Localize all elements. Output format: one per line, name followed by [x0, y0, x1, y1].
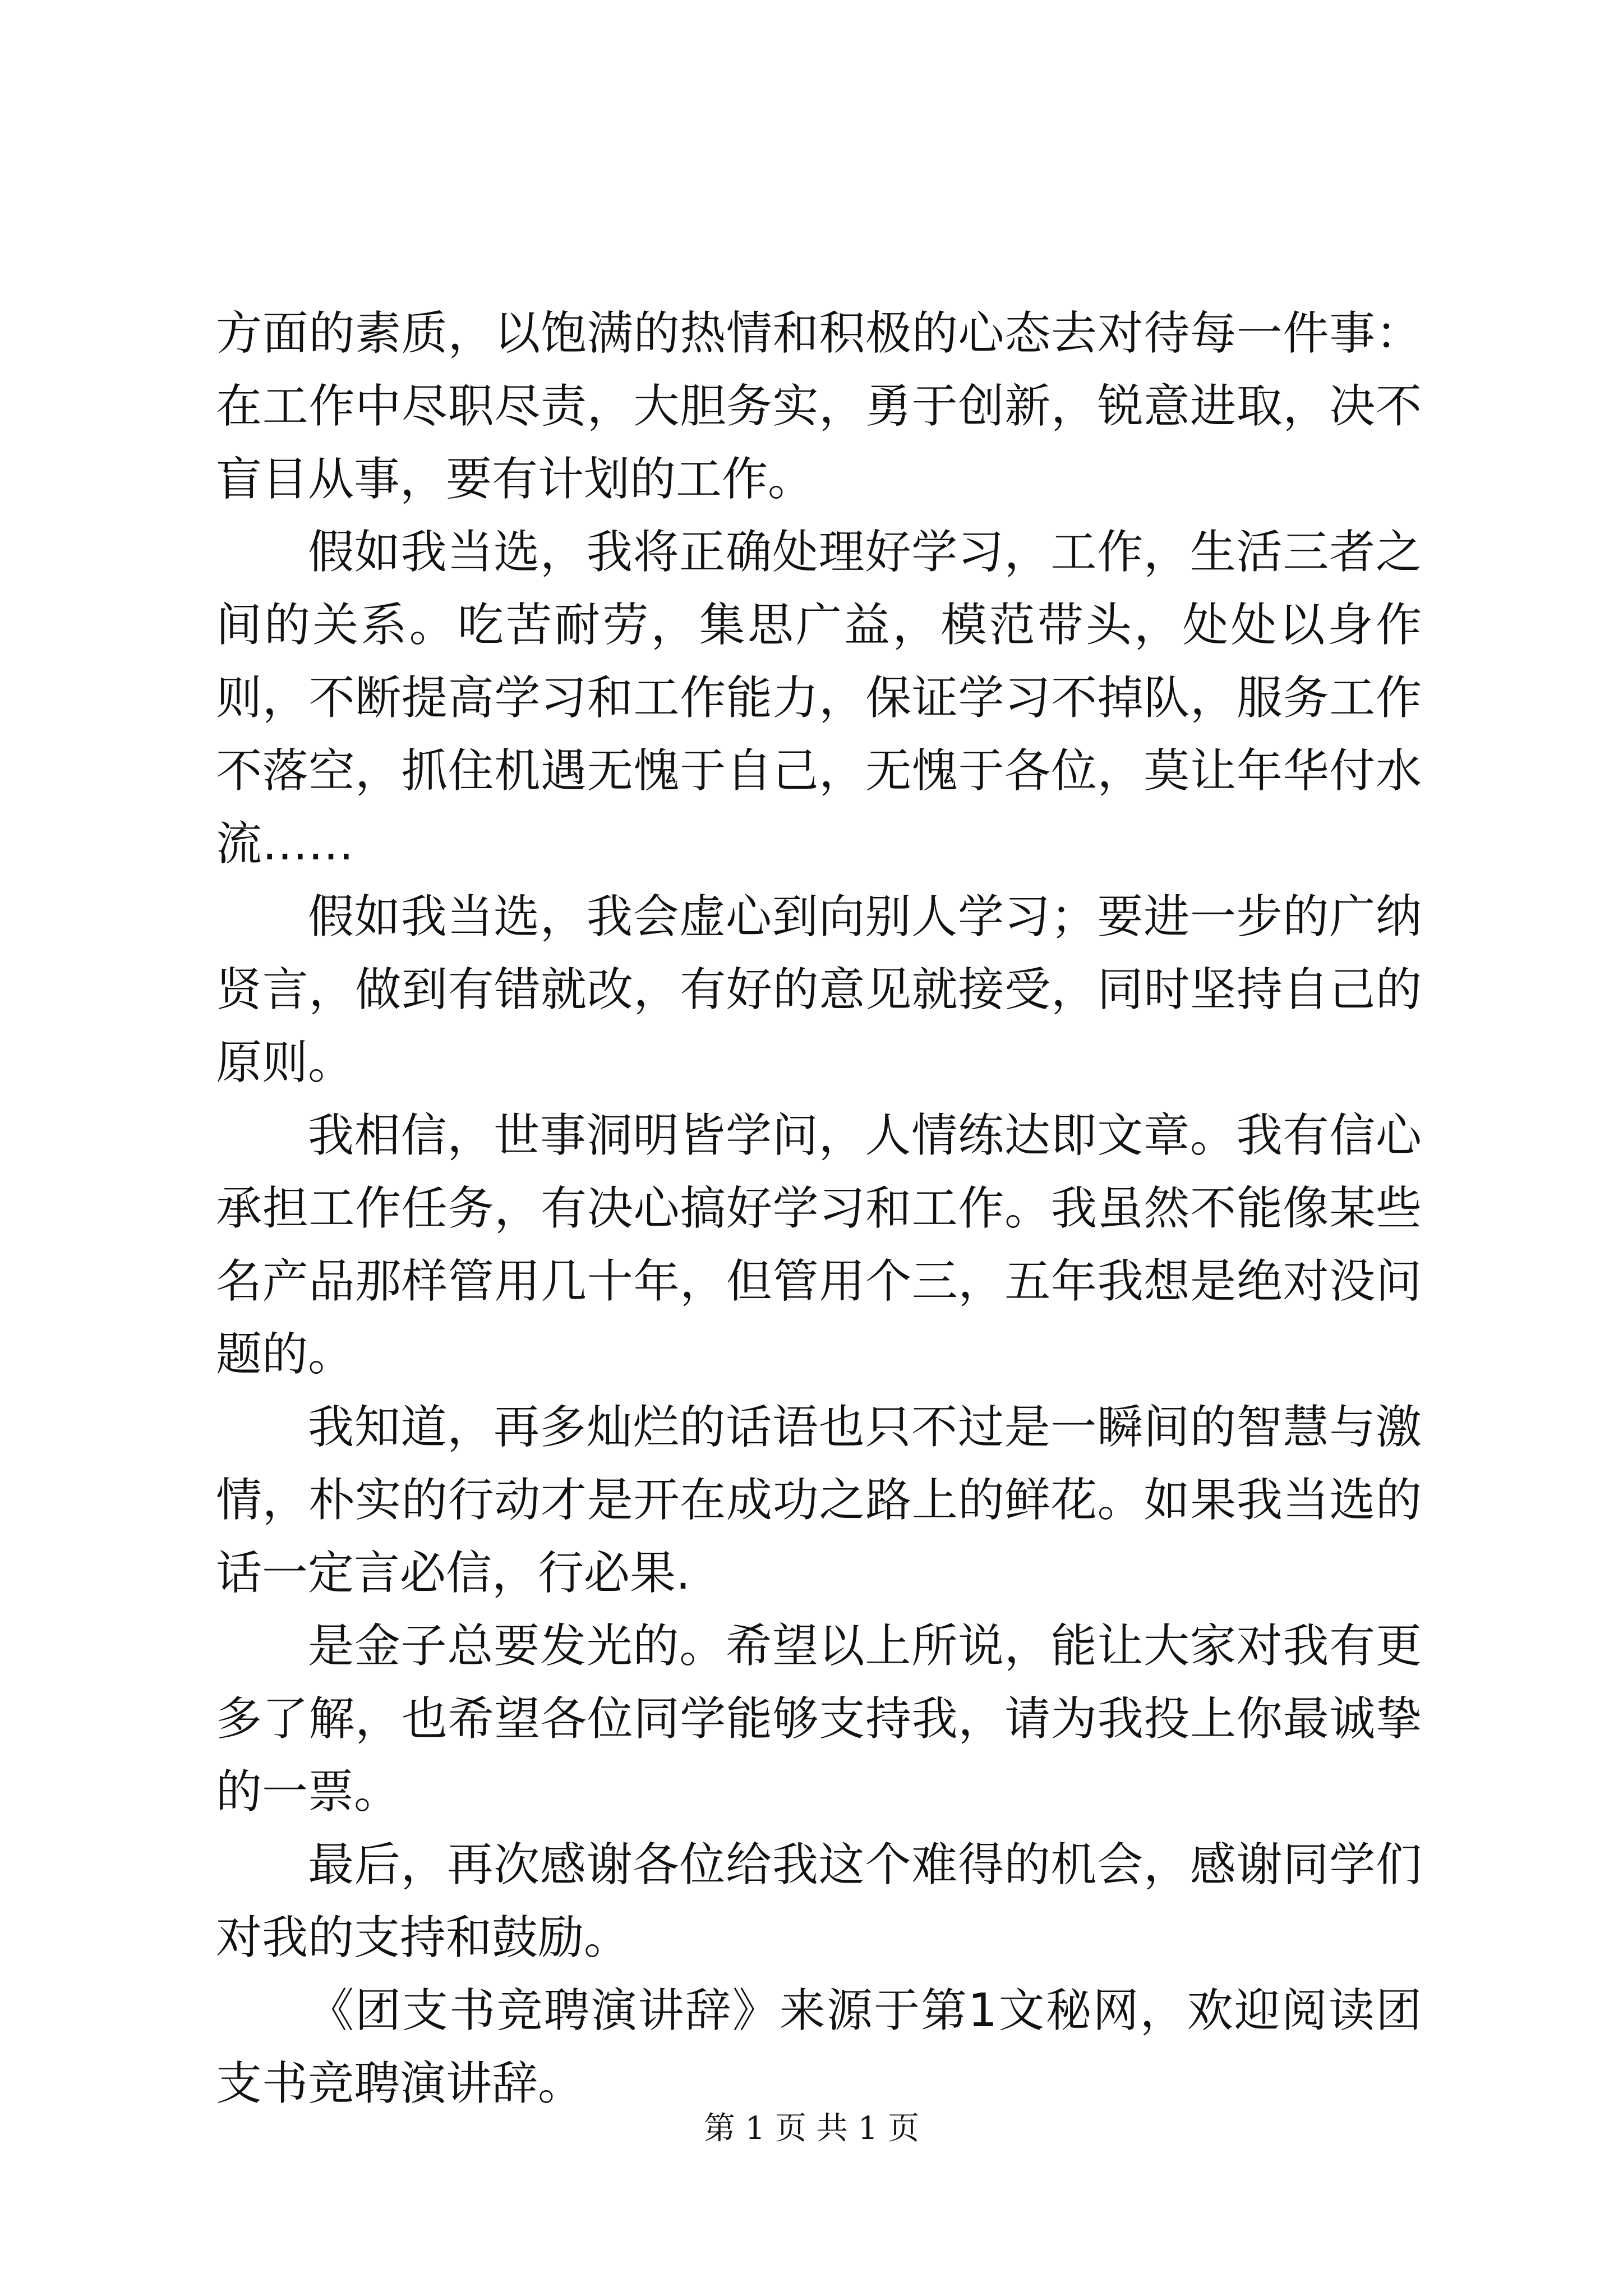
paragraph: 是金子总要发光的。希望以上所说，能让大家对我有更多了解，也希望各位同学能够支持我，请为我投上你最诚挚的一票。 — [216, 1619, 1422, 1819]
paragraph-continued: 方面的素质，以饱满的热情和积极的心态去对待每一件事：在工作中尽职尽责，大胆务实，勇于创新，锐意进取，决不盲目从事，要有计划的工作。 — [216, 307, 1422, 506]
paragraph-source-note: 《团支书竞聘演讲辞》来源于第1文秘网，欢迎阅读团支书竞聘演讲辞。 — [216, 1984, 1422, 2110]
document-body — [216, 297, 1422, 2120]
paragraph: 我相信，世事洞明皆学问，人情练达即文章。我有信心承担工作任务，有决心搞好学习和工作。我虽然不能像某些名产品那样管用几十年，但管用个三，五年我想是绝对没问题的。 — [216, 1109, 1422, 1381]
paragraph: 假如我当选，我会虚心到向别人学习；要进一步的广纳贤言，做到有错就改，有好的意见就接受，同时坚持自己的原则。 — [216, 890, 1422, 1089]
paragraph: 最后，再次感谢各位给我这个难得的机会，感谢同学们对我的支持和鼓励。 — [216, 1838, 1422, 1964]
page-number-footer: 第 1 页 共 1 页 — [703, 2110, 920, 2147]
paragraph: 我知道，再多灿烂的话语也只不过是一瞬间的智慧与激情，朴实的行动才是开在成功之路上的鲜花。如果我当选的话一定言必信，行必果. — [216, 1401, 1422, 1600]
paragraph: 假如我当选，我将正确处理好学习，工作，生活三者之间的关系。吃苦耐劳，集思广益，模范带头，处处以身作则，不断提高学习和工作能力，保证学习不掉队，服务工作不落空，抓住机遇无愧于自己，无愧于各位，莫让年华付水流…… — [216, 526, 1422, 871]
